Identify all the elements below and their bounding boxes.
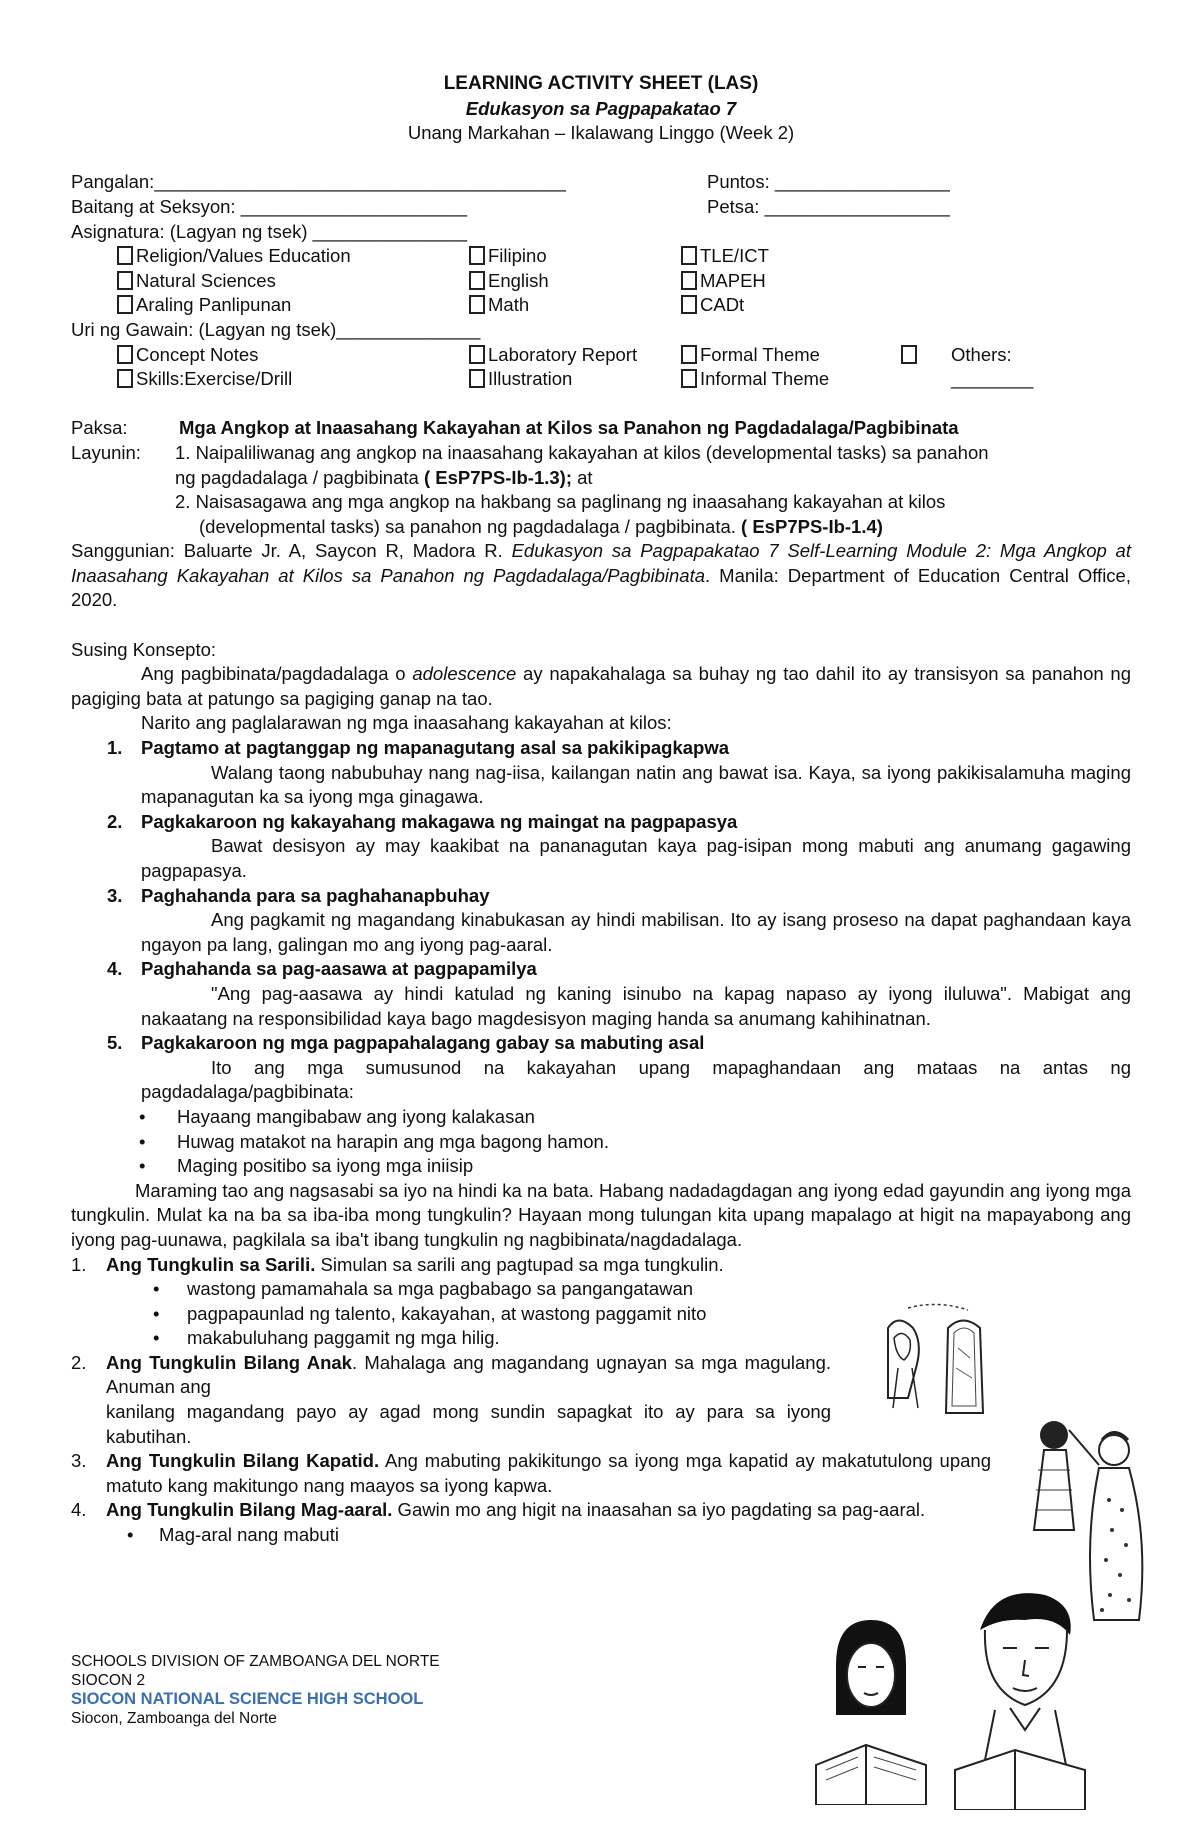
bullet-icon: • (139, 1105, 146, 1127)
name-row (71, 170, 1131, 195)
checkbox-religion[interactable]: Religion/Values Education (117, 244, 351, 269)
section-field[interactable]: Baitang at Seksyon: ______________________ (71, 195, 468, 217)
duty-title: Ang Tungkulin Bilang Anak (106, 1351, 352, 1373)
objective-2-text-cont: (developmental tasks) sa panahon ng pagdadalaga / pagbibinata. (199, 515, 742, 537)
concept-intro: Ang pagbibinata/pagdadalaga o adolescence ay napakahalaga sa buhay ng tao dahil ito ay transisyon sa panahon ng pagiging bata at patungo sa pagiging ganap na tao. (71, 663, 1132, 709)
concept-item-number: 2. (107, 810, 123, 832)
concept-item-title-text: Pagtamo at pagtanggap ng mapanagutang asal sa pakikipagkapwa (141, 737, 730, 759)
checkbox-concept-notes[interactable]: Concept Notes (117, 343, 258, 368)
checkbox-tle-ict[interactable]: TLE/ICT (681, 244, 769, 269)
checkbox-icon (469, 271, 485, 290)
objective-1-line-1 (71, 441, 1131, 466)
objective-1-text: 1. Naipaliliwanag ang angkop na inaasahang kakayahan at kilos (developmental tasks) sa panahon (175, 441, 989, 463)
checkbox-icon (117, 295, 133, 314)
footer (71, 1652, 440, 1728)
duty-bullet-text: makabuluhang paggamit ng mga hilig. (187, 1327, 500, 1349)
section-row (71, 195, 1131, 220)
concept-item-number: 3. (107, 884, 123, 906)
activity-row-1 (71, 343, 1131, 368)
objective-1-line-2 (71, 466, 1131, 491)
subject-row-3 (71, 293, 1131, 318)
concept-item-title (71, 1031, 1131, 1056)
checkbox-icon (117, 271, 133, 290)
duties-paragraph: Maraming tao ang nagsasabi sa iyo na hindi ka na bata. Habang nadadagdagan ang iyong edad gayundin ang iyong mga tungkulin. Mulat ka na ba sa iba-iba mong tungkulin? Hayaan mong tulungan kita upang mapalago at higit na mapayabong ang iyong pag-uunawa, pagkilala sa iba't ibang tungkulin ng nagbibinata/nagdadalaga. (71, 1179, 1131, 1250)
concept-item-body: "Ang pag-aasawa ay hindi katulad ng kaning isinubo na kapag napaso ay iyong iluluwa". Mabigat ang nakaatang na responsibilidad kaya bago magdesisyon maging handa sa anumang kahihinatnan. (141, 982, 1131, 1029)
duty-body: . Mahalaga ang magandang ugnayan sa mga magulang. Anuman ang (106, 1351, 831, 1398)
quarter-title: Unang Markahan – Ikalawang Linggo (Week 2) (407, 122, 795, 144)
checkbox-english[interactable]: English (469, 269, 549, 294)
bullet-icon: • (139, 1155, 146, 1177)
bullet-icon: • (153, 1278, 160, 1300)
duty-bullet-text: wastong pamamahala sa mga pagbabago sa pangangatawan (187, 1278, 694, 1300)
duty-number: 3. (71, 1450, 87, 1472)
concept-item-body: Walang taong nabubuhay nang nag-iisa, kailangan natin ang bawat isa. Kaya, sa iyong pakikisalamuha maging mapanagutan ka sa iyong mga ginagawa. (141, 761, 1131, 808)
others-label: Others: (951, 343, 1012, 365)
concept-bullet-item (71, 1154, 1131, 1179)
concept-item-title (71, 957, 1131, 982)
checkbox-araling-panlipunan[interactable]: Araling Panlipunan (117, 293, 291, 318)
concept-item-title-text: Pagkakaroon ng mga pagpapahalagang gabay sa mabuting asal (141, 1032, 705, 1054)
duty-bullet-text: pagpapaunlad ng talento, kakayahan, at wastong paggamit nito (187, 1302, 707, 1324)
topic-value: Mga Angkop at Inaasahang Kakayahan at Kilos sa Panahon ng Pagdadalaga/Pagbibinata (179, 417, 959, 439)
checkbox-illustration[interactable]: Illustration (469, 367, 572, 392)
division-name: SCHOOLS DIVISION OF ZAMBOANGA DEL NORTE (71, 1653, 440, 1670)
objective-2-text: 2. Naisasagawa ang mga angkop na hakbang sa paglinang ng inaasahang kakayahan at kilos (175, 491, 946, 513)
school-name: SIOCON NATIONAL SCIENCE HIGH SCHOOL (71, 1690, 424, 1708)
checkbox-natural-sciences[interactable]: Natural Sciences (117, 269, 276, 294)
district-name: SIOCON 2 (71, 1672, 146, 1689)
concept-bullet-item (71, 1130, 1131, 1155)
concept-item-title-text: Paghahanda para sa paghahanapbuhay (141, 884, 490, 906)
activity-row-2 (71, 367, 1131, 392)
checkbox-cadt[interactable]: CADt (681, 293, 744, 318)
objectives-label: Layunin: (71, 441, 141, 463)
subject-label: Asignatura: (Lagyan ng tsek) _______________ (71, 220, 467, 242)
duty-item (71, 1253, 831, 1278)
sheet-title: LEARNING ACTIVITY SHEET (LAS) (443, 73, 759, 94)
duty-title: Ang Tungkulin Bilang Kapatid. (106, 1450, 380, 1472)
checkbox-laboratory-report[interactable]: Laboratory Report (469, 343, 637, 368)
duty-item (71, 1449, 991, 1498)
subject-title: Edukasyon sa Pagpapakatao 7 (465, 97, 737, 119)
bullet-icon: • (139, 1130, 146, 1152)
duty-item (71, 1351, 831, 1449)
objective-1-text-cont: ng pagdadalaga / pagbibinata (175, 466, 424, 488)
girl-mirror-illustration (868, 1298, 1018, 1418)
duty-bullet-text: Mag-aral nang mabuti (159, 1524, 339, 1546)
topic-label: Paksa: (71, 417, 128, 439)
subject-row-2 (71, 269, 1131, 294)
checkbox-filipino[interactable]: Filipino (469, 244, 547, 269)
concept-item-title-text: Pagkakaroon ng kakayahang makagawa ng maingat na pagpapasya (141, 810, 738, 832)
concept-bullet-text: Huwag matakot na harapin ang mga bagong hamon. (177, 1130, 609, 1152)
date-field[interactable]: Petsa: __________________ (707, 195, 950, 217)
duty-number: 1. (71, 1253, 87, 1275)
bullet-icon: • (153, 1327, 160, 1349)
boy-reading-illustration (935, 1580, 1115, 1810)
subject-label-row (71, 220, 1131, 245)
concept-list (71, 736, 1131, 1105)
duty-item (71, 1498, 991, 1523)
concept-bullet-item (71, 1105, 1131, 1130)
checkbox-icon (117, 345, 133, 364)
concept-bullet-text: Maging positibo sa iyong mga iniisip (177, 1155, 474, 1177)
duty-body-cont: kanilang magandang payo ay agad mong sundin sapagkat ito ay para sa iyong kabutihan. (106, 1401, 831, 1447)
concept-item-title (71, 810, 1131, 835)
concept-item-number: 4. (107, 958, 123, 980)
school-address: Siocon, Zamboanga del Norte (71, 1710, 277, 1727)
checkbox-icon (469, 369, 485, 388)
bullet-icon: • (153, 1302, 160, 1324)
concept-item-body: Bawat desisyon ay may kaakibat na pananagutan kaya pag-isipan mong mabuti ang anumang gagawing pagpapasya. (141, 835, 1131, 881)
concept-heading: Susing Konsepto: (71, 638, 217, 660)
concept-lead: Narito ang paglalarawan ng mga inaasahang kakayahan at kilos: (141, 712, 672, 734)
checkbox-icon (117, 369, 133, 388)
checkbox-informal-theme[interactable]: Informal Theme (681, 367, 829, 392)
activity-label: Uri ng Gawain: (Lagyan ng tsek)______________ (71, 318, 481, 340)
concept-item-number: 1. (107, 737, 123, 759)
duty-number: 4. (71, 1499, 87, 1521)
concept-bullet-text: Hayaang mangibabaw ang iyong kalakasan (177, 1105, 535, 1127)
checkbox-icon (901, 345, 917, 364)
checkbox-icon (681, 246, 697, 265)
concept-item-title (71, 884, 1131, 909)
checkbox-icon (469, 345, 485, 364)
duty-bullet-item (71, 1523, 1131, 1548)
activity-label-row (71, 318, 1131, 343)
objective-2-line-1 (71, 490, 1131, 515)
objective-2-line-2 (71, 515, 1131, 540)
others-blank[interactable]: ________ (951, 368, 1034, 390)
score-field[interactable]: Puntos: _________________ (707, 171, 950, 193)
checkbox-icon (681, 295, 697, 314)
checkbox-icon (681, 271, 697, 290)
checkbox-mapeh[interactable]: MAPEH (681, 269, 766, 294)
objective-1-end: at (572, 466, 593, 488)
checkbox-others[interactable] (901, 343, 920, 368)
topic-row (71, 416, 1131, 441)
subject-row-1 (71, 244, 1131, 269)
checkbox-icon (681, 345, 697, 364)
reference: Sanggunian: Baluarte Jr. A, Saycon R, Madora R. Edukasyon sa Pagpapakatao 7 Self-Learning Module 2: Mga Angkop at Inaasahang Kakayahan at Kilos sa Panahon ng Pagdadalaga/Pagbibinata. Manila: Department of Education Central Office, 2020. (71, 540, 1131, 611)
concept-item-body: Ito ang mga sumusunod na kakayahan upang mapaghandaan ang mataas na antas ng pagdadalaga/pagbibinata: (141, 1056, 1131, 1103)
checkbox-formal-theme[interactable]: Formal Theme (681, 343, 820, 368)
objective-2-code: ( EsP7PS-Ib-1.4) (741, 515, 883, 537)
concept-item-number: 5. (107, 1032, 123, 1054)
checkbox-icon (469, 295, 485, 314)
duty-body: Simulan sa sarili ang pagtupad sa mga tungkulin. (315, 1253, 724, 1275)
concept-item-title-text: Paghahanda sa pag-aasawa at pagpapamilya (141, 958, 537, 980)
concept-bullet-list (71, 1105, 1131, 1179)
duty-title: Ang Tungkulin sa Sarili. (106, 1253, 316, 1275)
duty-number: 2. (71, 1351, 87, 1373)
duty-title: Ang Tungkulin Bilang Mag-aaral. (106, 1499, 393, 1521)
bullet-icon: • (127, 1524, 134, 1546)
name-field[interactable]: Pangalan:________________________________________ (71, 171, 566, 193)
checkbox-icon (469, 246, 485, 265)
concept-item-title (71, 736, 1131, 761)
objective-1-code: ( EsP7PS-Ib-1.3); (423, 466, 572, 488)
checkbox-skills-drill[interactable]: Skills:Exercise/Drill (117, 367, 292, 392)
checkbox-icon (117, 246, 133, 265)
checkbox-icon (681, 369, 697, 388)
duty-body: Ang mabuting pakikitungo sa iyong mga kapatid ay makatutulong upang matuto kang makitungo nang maayos sa iyong kapwa. (106, 1450, 991, 1496)
duty-body: Gawin mo ang higit na inaasahan sa iyo pagdating sa pag-aaral. (392, 1499, 926, 1521)
girl-reading-illustration (806, 1605, 956, 1805)
checkbox-math[interactable]: Math (469, 293, 529, 318)
concept-item-body: Ang pagkamit ng magandang kinabukasan ay hindi mabilisan. Ito ay isang proseso na dapat paghandaan kaya ngayon pa lang, galingan mo ang iyong pag-aaral. (141, 909, 1131, 955)
